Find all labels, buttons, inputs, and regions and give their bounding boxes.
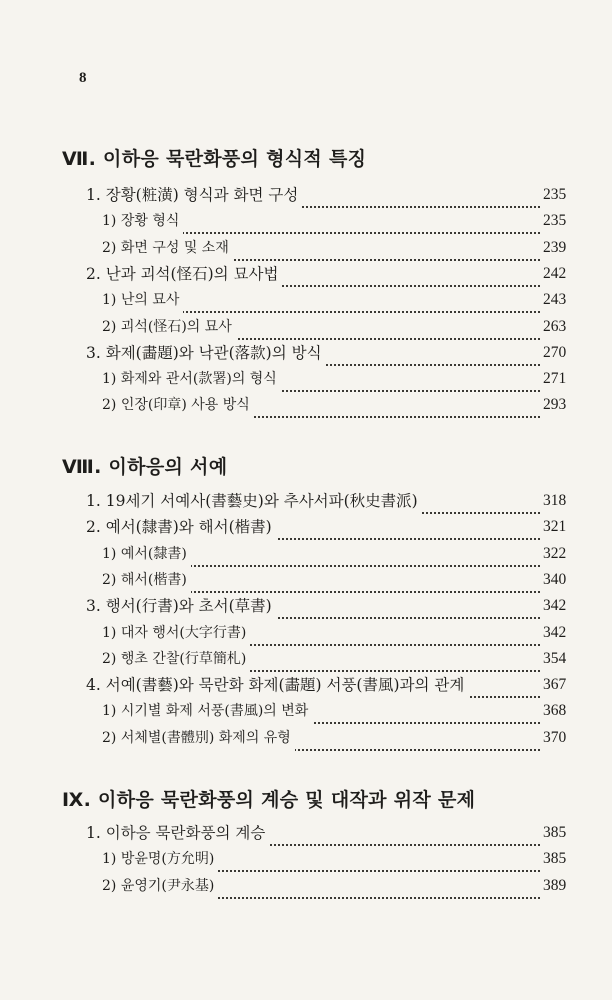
entry-title: 2. 난과 괴석(怪石)의 묘사법: [86, 261, 282, 287]
toc-section-entry: [0, 593, 612, 619]
entry-page-number: 270: [540, 340, 607, 366]
entry-title: 1) 방윤명(方允明): [102, 846, 218, 872]
entry-title: 1) 대자 행서(大字行書): [102, 620, 250, 646]
entry-page-number: 368: [540, 698, 607, 724]
entry-page-number: 243: [540, 287, 607, 313]
entry-title: 2. 예서(隸書)와 해서(楷書): [86, 514, 276, 540]
entry-page-number: 354: [540, 646, 607, 672]
entry-page-number: 242: [540, 261, 607, 287]
entry-page-number: 342: [540, 593, 607, 619]
toc-section-entry: [0, 514, 612, 540]
toc-subsection-entry: [0, 287, 612, 313]
toc-subsection-entry: [0, 646, 612, 672]
entry-page-number: 293: [540, 392, 607, 418]
entry-title: 1) 난의 묘사: [102, 287, 183, 313]
toc-subsection-entry: [0, 366, 612, 392]
toc-subsection-entry: [0, 873, 612, 899]
entry-page-number: 322: [540, 541, 607, 567]
toc-section-entry: [0, 488, 612, 514]
chapter-heading: Ⅷ. 이하응의 서예: [62, 456, 228, 478]
entry-title: 2) 서체별(書體別) 화제의 유형: [102, 725, 295, 751]
toc-section-entry: [0, 672, 612, 698]
entry-page-number: 235: [540, 182, 607, 208]
entry-title: 2) 해서(楷書): [102, 567, 191, 593]
entry-page-number: 239: [540, 235, 607, 261]
page-number: 8: [79, 70, 87, 86]
chapter-heading: Ⅸ. 이하응 묵란화풍의 계승 및 대작과 위작 문제: [62, 789, 476, 811]
toc-subsection-entry: [0, 567, 612, 593]
entry-page-number: 271: [540, 366, 607, 392]
entry-page-number: 318: [540, 488, 607, 514]
entry-title: 1) 화제와 관서(款署)의 형식: [102, 366, 281, 392]
entry-title: 3. 화제(畵題)와 낙관(落款)의 방식: [86, 340, 326, 366]
toc-subsection-entry: [0, 620, 612, 646]
entry-title: 2) 행초 간찰(行草簡札): [102, 646, 250, 672]
entry-page-number: 367: [540, 672, 607, 698]
toc-subsection-entry: [0, 541, 612, 567]
entry-page-number: 342: [540, 620, 607, 646]
toc-subsection-entry: [0, 314, 612, 340]
entry-title: 1. 장황(粧潢) 형식과 화면 구성: [86, 182, 302, 208]
toc-subsection-entry: [0, 846, 612, 872]
entry-title: 2) 화면 구성 및 소재: [102, 235, 233, 261]
entry-title: 1) 장황 형식: [102, 208, 183, 234]
toc-subsection-entry: [0, 698, 612, 724]
entry-page-number: 340: [540, 567, 607, 593]
entry-page-number: 235: [540, 208, 607, 234]
entry-title: 1. 19세기 서예사(書藝史)와 추사서파(秋史書派): [86, 488, 422, 514]
entry-page-number: 263: [540, 314, 607, 340]
entry-title: 4. 서예(書藝)와 묵란화 화제(畵題) 서풍(書風)과의 관계: [86, 672, 468, 698]
entry-page-number: 389: [540, 873, 607, 899]
toc-section-entry: [0, 182, 612, 208]
chapter-heading: Ⅶ. 이하응 묵란화풍의 형식적 특징: [62, 148, 367, 170]
toc-section-entry: [0, 820, 612, 846]
entry-title: 1) 시기별 화제 서풍(書風)의 변화: [102, 698, 312, 724]
entry-page-number: 385: [540, 820, 607, 846]
toc-subsection-entry: [0, 235, 612, 261]
toc-section-entry: [0, 261, 612, 287]
toc-subsection-entry: [0, 725, 612, 751]
toc-subsection-entry: [0, 208, 612, 234]
toc-subsection-entry: [0, 392, 612, 418]
entry-title: 3. 행서(行書)와 초서(草書): [86, 593, 276, 619]
entry-page-number: 321: [540, 514, 607, 540]
entry-title: 2) 괴석(怪石)의 묘사: [102, 314, 236, 340]
entry-page-number: 370: [540, 725, 607, 751]
entry-title: 2) 윤영기(尹永基): [102, 873, 218, 899]
toc-section-entry: [0, 340, 612, 366]
entry-title: 1. 이하응 묵란화풍의 계승: [86, 820, 269, 846]
entry-title: 2) 인장(印章) 사용 방식: [102, 392, 254, 418]
entry-title: 1) 예서(隸書): [102, 541, 191, 567]
entry-page-number: 385: [540, 846, 607, 872]
